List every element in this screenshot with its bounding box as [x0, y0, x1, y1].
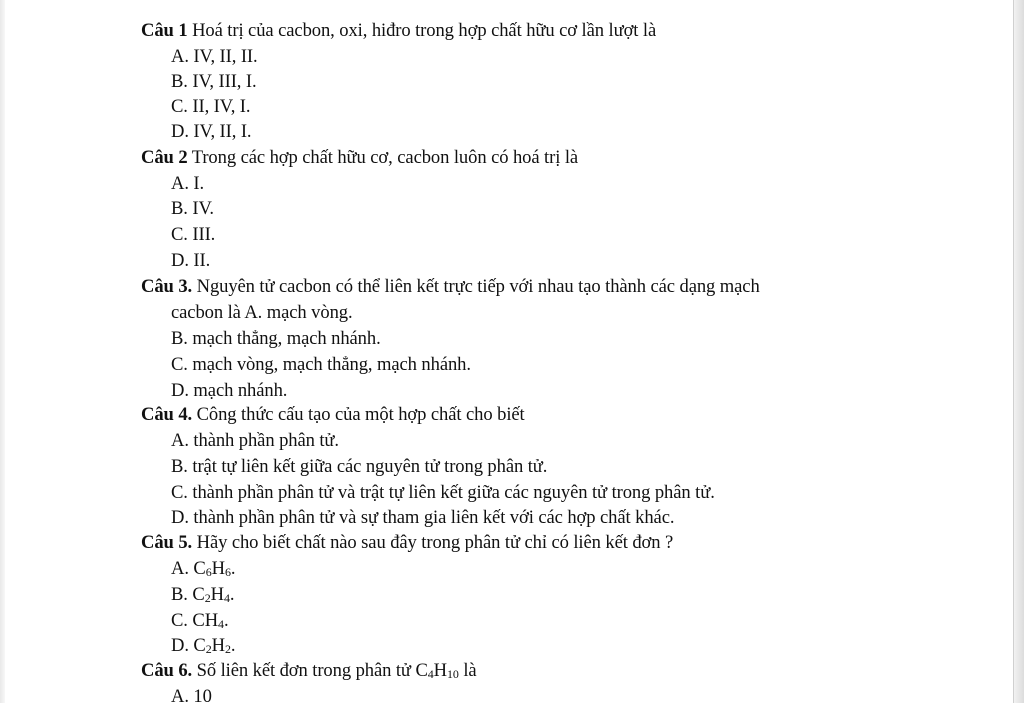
- question-5-option-b: B. $C_2H_4$.: [171, 584, 235, 605]
- question-2-text: Trong các hợp chất hữu cơ, cacbon luôn có hoá trị là: [187, 147, 579, 168]
- question-6-number: Câu 6.: [141, 660, 193, 681]
- question-1-text: Hoá trị của cacbon, oxi, hiđro trong hợp chất hữu cơ lần lượt là: [187, 20, 657, 41]
- question-3-option-c: C. mạch vòng, mạch thẳng, mạch nhánh.: [171, 354, 471, 375]
- question-4-text: Công thức cấu tạo của một hợp chất cho biết: [192, 404, 525, 425]
- question-4-option-c: C. thành phần phân tử và trật tự liên kết giữa các nguyên tử trong phân tử.: [171, 482, 715, 503]
- question-3-continuation: cacbon là A. mạch vòng.: [171, 302, 353, 323]
- question-1-option-c: C. II, IV, I.: [171, 96, 251, 117]
- question-2-option-a: A. I.: [171, 173, 205, 194]
- question-3-number: Câu 3.: [141, 276, 193, 297]
- question-2: [141, 147, 578, 169]
- question-3-option-b: B. mạch thẳng, mạch nhánh.: [171, 328, 381, 349]
- question-4-option-a: A. thành phần phân tử.: [171, 430, 339, 451]
- question-1-option-a: A. IV, II, II.: [171, 46, 258, 67]
- question-4-option-d: D. thành phần phân tử và sự tham gia liên kết với các hợp chất khác.: [171, 507, 675, 528]
- question-5: [141, 532, 673, 554]
- question-2-option-c: C. III.: [171, 224, 216, 245]
- question-2-option-d: D. II.: [171, 250, 211, 271]
- question-4-number: Câu 4.: [141, 404, 193, 425]
- question-1-option-d: D. IV, II, I.: [171, 121, 252, 142]
- page-edge-left: [0, 0, 5, 703]
- question-3-text: Nguyên tử cacbon có thể liên kết trực tiếp với nhau tạo thành các dạng mạch: [192, 276, 760, 297]
- question-5-number: Câu 5.: [141, 532, 193, 553]
- question-1-option-b: B. IV, III, I.: [171, 71, 257, 92]
- question-3: [141, 276, 760, 298]
- question-1: [141, 20, 656, 42]
- question-5-option-c: C. $CH_4$.: [171, 610, 229, 631]
- question-6-option-a: A. 10: [171, 686, 212, 703]
- question-5-option-a: A. $C_6H_6$.: [171, 558, 236, 579]
- question-4-option-b: B. trật tự liên kết giữa các nguyên tử trong phân tử.: [171, 456, 548, 477]
- page-edge-right: [1013, 0, 1024, 703]
- question-5-text: Hãy cho biết chất nào sau đây trong phân tử chỉ có liên kết đơn ?: [192, 532, 674, 553]
- question-2-number: Câu 2: [141, 147, 188, 168]
- question-1-number: Câu 1: [141, 20, 188, 41]
- question-2-option-b: B. IV.: [171, 198, 214, 219]
- question-6: Câu 6. Số liên kết đơn trong phân tử $C_4H_{10}$ là: [141, 660, 477, 681]
- question-5-option-d: D. $C_2H_2$.: [171, 635, 236, 656]
- question-3-option-d: D. mạch nhánh.: [171, 380, 288, 401]
- question-4: [141, 404, 525, 426]
